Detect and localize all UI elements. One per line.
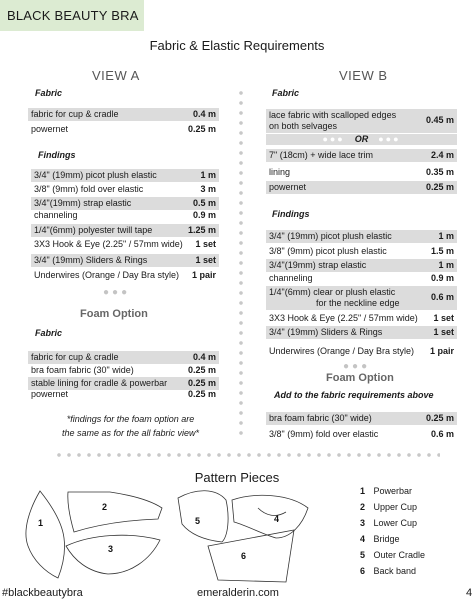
row-value: 1 m — [438, 231, 454, 241]
legend-item — [360, 550, 425, 560]
row-value: 0.25 m — [187, 389, 216, 399]
row-value: 1 set — [195, 239, 216, 249]
legend-item — [360, 502, 417, 512]
row-label: channeling — [269, 273, 313, 283]
legend-item — [360, 566, 416, 576]
page-number: 4 — [466, 587, 473, 599]
row-label-line2: for the neckline edge — [316, 298, 400, 308]
row-value: 0.25 m — [425, 413, 454, 423]
legend-item — [360, 534, 400, 544]
legend-label: Lower Cup — [373, 518, 418, 528]
view-b-finding-row — [266, 230, 457, 243]
section-divider — [54, 452, 440, 458]
separator-dots: ●●● — [103, 287, 131, 298]
row-label: 3/8" (9mm) picot plush elastic — [269, 246, 387, 256]
row-value: 0.35 m — [425, 167, 454, 177]
row-value: 1 m — [200, 170, 216, 180]
view-b-finding-row — [266, 245, 457, 258]
row-value: 1 pair — [429, 346, 454, 356]
view-b-foam-row — [266, 412, 457, 425]
row-label: 3/4" (19mm) picot plush elastic — [269, 231, 392, 241]
view-b-title: VIEW B — [339, 68, 388, 83]
view-a-fabric-row — [28, 123, 219, 136]
piece-number: 2 — [102, 502, 108, 512]
separator-dots: ●●● — [343, 361, 371, 372]
piece-number: 3 — [108, 544, 114, 554]
row-value: 3 m — [200, 184, 216, 194]
piece-upper-cup — [68, 492, 162, 532]
brand-label: BLACK BEAUTY BRA — [0, 0, 144, 31]
row-label: Underwires (Orange / Day Bra style) — [269, 346, 415, 356]
or-label: OR — [354, 134, 369, 144]
column-divider — [238, 88, 244, 440]
view-b-finding-row — [266, 259, 457, 272]
row-label: fabric for cup & cradle — [31, 352, 119, 362]
row-label-line2: on both selvages — [269, 121, 338, 131]
row-value: 1 set — [195, 255, 216, 265]
row-label: 3/4"(19mm) strap elastic — [269, 260, 367, 270]
or-divider: ●●● OR ●●● — [266, 134, 457, 145]
row-value: 0.25 m — [425, 182, 454, 192]
legend-number: 1 — [360, 486, 366, 496]
row-label: 3X3 Hook & Eye (2.25" / 57mm wide) — [34, 239, 183, 249]
pattern-pieces-diagram — [0, 486, 350, 586]
row-value: 0.45 m — [425, 115, 454, 125]
row-value: 1.5 m — [430, 246, 454, 256]
row-value: 0.4 m — [192, 109, 216, 119]
row-value: 0.25 m — [187, 124, 216, 134]
view-a-foam-title: Foam Option — [80, 308, 148, 320]
row-label: lining — [269, 167, 291, 177]
view-a-finding-row — [31, 209, 219, 222]
view-b-foam-row — [266, 428, 457, 441]
view-b-fabric-row — [266, 181, 457, 194]
view-b-foam-title: Foam Option — [326, 372, 394, 384]
view-b-finding-row — [266, 272, 457, 285]
foam-note-line: the same as for the all fabric view* — [61, 428, 200, 438]
row-value: 0.4 m — [192, 352, 216, 362]
view-b-fabric-row — [266, 109, 457, 133]
legend-label: Outer Cradle — [373, 550, 426, 560]
legend-label: Back band — [373, 566, 417, 576]
piece-number: 1 — [38, 518, 44, 528]
row-value: 1 set — [433, 327, 454, 337]
row-value: 1.25 m — [187, 225, 216, 235]
view-a-title: VIEW A — [92, 68, 140, 83]
foam-note — [28, 412, 233, 440]
pattern-pieces-title: Pattern Pieces — [194, 470, 280, 485]
view-a-finding-row — [31, 169, 219, 182]
view-a-foam-row — [28, 364, 219, 377]
row-label: 1/4"(6mm) polyester twill tape — [34, 225, 153, 235]
view-b-finding-row — [266, 345, 457, 358]
row-label: stable lining for cradle & powerbar — [31, 378, 168, 388]
row-label: bra foam fabric (30" wide) — [31, 365, 134, 375]
foam-note-line: *findings for the foam option are — [66, 414, 195, 424]
row-value: 1 m — [438, 260, 454, 270]
row-value: 0.25 m — [187, 365, 216, 375]
piece-number: 5 — [195, 516, 201, 526]
view-a-fabric-row — [28, 108, 219, 121]
legend-number: 2 — [360, 502, 366, 512]
legend-label: Bridge — [373, 534, 400, 544]
view-a-foam-row — [28, 351, 219, 364]
row-value: 0.6 m — [430, 429, 454, 439]
row-label: 3/4" (19mm) Sliders & Rings — [269, 327, 383, 337]
row-label: powernet — [31, 389, 69, 399]
view-b-fabric-row — [266, 149, 457, 162]
legend-label: Powerbar — [373, 486, 413, 496]
row-label: 3/4"(19mm) strap elastic — [34, 198, 132, 208]
legend-number: 5 — [360, 550, 366, 560]
legend-label: Upper Cup — [373, 502, 418, 512]
row-value: 0.6 m — [430, 292, 454, 302]
view-b-foam-subtitle: Add to the fabric requirements above — [274, 390, 434, 400]
row-value: 1 set — [433, 313, 454, 323]
footer-hashtag: #blackbeautybra — [2, 587, 83, 599]
page-title: Fabric & Elastic Requirements — [149, 38, 325, 53]
row-label: channeling — [34, 210, 78, 220]
view-a-finding-row — [31, 269, 219, 282]
view-a-finding-row — [31, 254, 219, 267]
legend-number: 4 — [360, 534, 366, 544]
view-b-findings-heading: Findings — [272, 209, 310, 219]
row-label: 1/4"(6mm) clear or plush elastic — [269, 287, 396, 297]
view-b-fabric-heading: Fabric — [272, 88, 300, 98]
view-b-finding-row — [266, 286, 457, 310]
piece-powerbar — [26, 491, 65, 578]
legend-number: 3 — [360, 518, 366, 528]
legend-item — [360, 518, 417, 528]
row-label: 3X3 Hook & Eye (2.25" / 57mm wide) — [269, 313, 418, 323]
view-b-finding-row — [266, 326, 457, 339]
row-label: 3/8" (9mm) fold over elastic — [269, 429, 379, 439]
row-label: powernet — [269, 182, 307, 192]
view-a-foam-fabric-heading: Fabric — [35, 328, 63, 338]
view-a-finding-row — [31, 183, 219, 196]
row-value: 2.4 m — [430, 150, 454, 160]
row-label: lace fabric with scalloped edges — [269, 110, 397, 120]
row-label: 3/4" (19mm) Sliders & Rings — [34, 255, 148, 265]
piece-outer-cradle — [178, 491, 228, 542]
row-value: 0.9 m — [192, 210, 216, 220]
row-value: 0.9 m — [430, 273, 454, 283]
row-value: 0.5 m — [192, 198, 216, 208]
view-a-finding-row — [31, 238, 219, 251]
row-label: fabric for cup & cradle — [31, 109, 119, 119]
legend-number: 6 — [360, 566, 366, 576]
row-value: 1 pair — [191, 270, 216, 280]
row-value: 0.25 m — [187, 378, 216, 388]
view-b-fabric-row — [266, 166, 457, 179]
piece-bridge — [232, 495, 308, 538]
row-label: Underwires (Orange / Day Bra style) — [34, 270, 180, 280]
row-label: 3/4" (19mm) picot plush elastic — [34, 170, 157, 180]
view-a-fabric-heading: Fabric — [35, 88, 63, 98]
legend-item — [360, 486, 412, 496]
row-label: 3/8" (9mm) fold over elastic — [34, 184, 144, 194]
footer-website: emeralderin.com — [197, 587, 279, 599]
view-a-finding-row — [31, 224, 219, 237]
piece-lower-cup — [66, 535, 160, 574]
piece-number: 4 — [274, 514, 280, 524]
row-label: bra foam fabric (30" wide) — [269, 413, 372, 423]
piece-number: 6 — [241, 551, 247, 561]
row-label: powernet — [31, 124, 69, 134]
view-a-findings-heading: Findings — [38, 150, 76, 160]
view-b-finding-row — [266, 312, 457, 325]
view-a-foam-row — [28, 388, 219, 401]
row-label: 7" (18cm) + wide lace trim — [269, 150, 373, 160]
